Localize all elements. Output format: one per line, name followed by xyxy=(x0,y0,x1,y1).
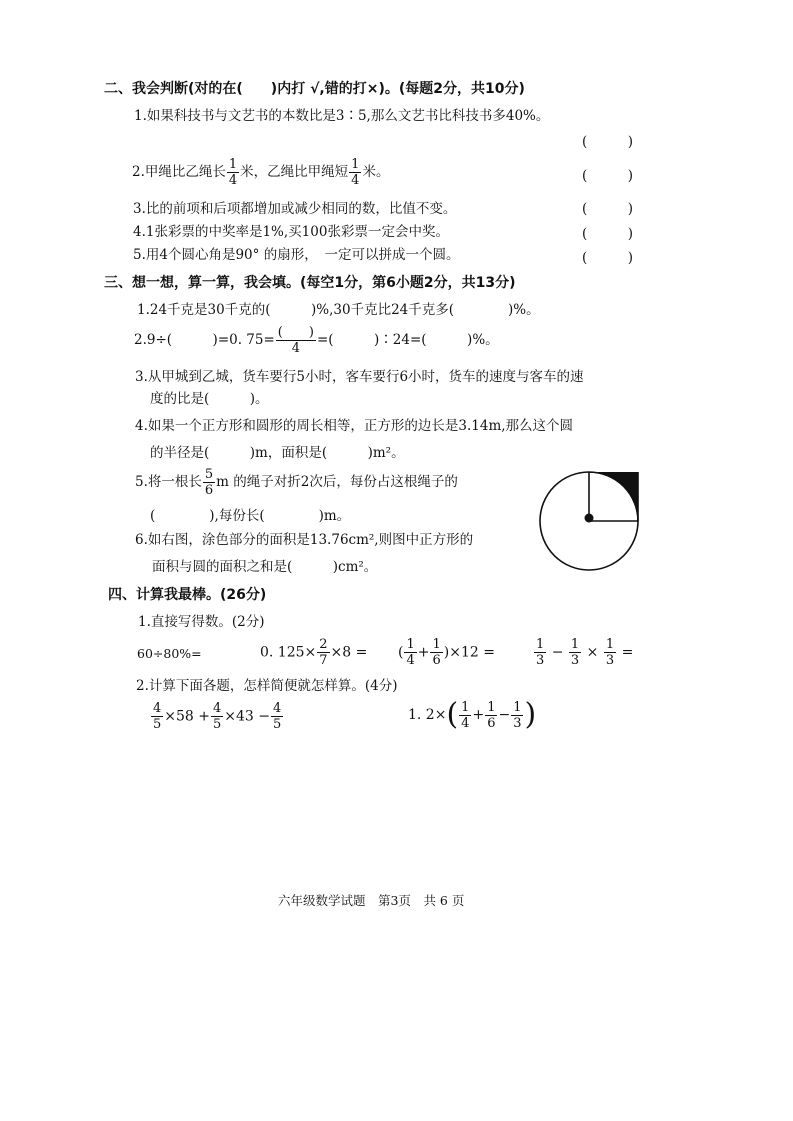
s3-q4-line1: 4.如果一个正方形和圆形的周长相等，正方形的边长是3.14m,那么这个圆 xyxy=(135,418,574,434)
center-dot xyxy=(585,514,594,523)
s2-item-2-mid: 米，乙绳比甲绳短 xyxy=(240,164,349,180)
s3-q6-line1: 6.如右图，涂色部分的面积是13.76cm²,则图中正方形的 xyxy=(135,532,474,548)
expr-3: ( $\frac{1}{4}$ + $\frac{1}{6}$ )×12 = xyxy=(398,637,495,668)
expr-1: 60÷80%= xyxy=(137,646,202,661)
s3-q2-pre: 2.9÷( )=0. 75= xyxy=(134,332,275,348)
fraction-one-quarter-2: $\frac{1}{4}$ xyxy=(351,157,360,188)
s2-item-4: 4.1张彩票的中奖率是1%,买100张彩票一定会中奖。 xyxy=(133,224,449,240)
s3-q3-line1: 3.从甲城到乙城，货车要行5小时，客车要行6小时，货车的速度与客车的速 xyxy=(135,369,584,385)
s2-item-2-pre: 2.甲绳比乙绳长 xyxy=(132,164,226,180)
s3-q2-fraction: $\frac{( )}{4}$ xyxy=(277,325,314,356)
page-footer: 六年级数学试题 第3页 共 6 页 xyxy=(278,893,465,908)
s3-q5 xyxy=(135,468,458,497)
section-2-title: 二、我会判断(对的在( )内打 √,错的打×)。(每题2分，共10分) xyxy=(104,81,525,97)
s3-q2 xyxy=(134,326,499,355)
s2-answer-4[interactable]: ( ) xyxy=(582,226,634,242)
circle-square-figure xyxy=(530,462,648,580)
fraction-one-quarter: $\frac{1}{4}$ xyxy=(228,157,238,188)
s2-item-1: 1.如果科技书与文艺书的本数比是3∶5,那么文艺书比科技书多40%。 xyxy=(134,108,550,124)
s2-answer-3[interactable]: ( ) xyxy=(582,201,634,217)
section-4-title: 四、计算我最棒。(26分) xyxy=(108,587,267,603)
s2-item-2 xyxy=(132,158,389,187)
fraction-five-sixths: $\frac{5}{6}$ xyxy=(204,467,214,498)
s3-q1: 1.24千克是30千克的( )%,30千克比24千克多( )%。 xyxy=(137,302,540,318)
expr-4: $\frac{1}{3}$ − $\frac{1}{3}$ × $\frac{1}{3}$ = xyxy=(536,637,634,668)
s3-q5-pre: 5.将一根长 xyxy=(135,474,202,490)
s3-q2-post: =( )∶24=( )%。 xyxy=(316,332,499,348)
s2-item-2-post: 米。 xyxy=(362,164,390,180)
s4-sub2: 2.计算下面各题，怎样简便就怎样算。(4分) xyxy=(136,678,398,694)
s2-item-3: 3.比的前项和后项都增加或减少相同的数，比值不变。 xyxy=(133,201,457,217)
s3-q5-line2: ( ),每份长( )m。 xyxy=(150,508,351,524)
s2-item-5: 5.用4个圆心角是90° 的扇形， 一定可以拼成一个圆。 xyxy=(133,247,460,263)
calc-2: 1. 2×( $\frac{1}{4}$ + $\frac{1}{6}$ − $\frac{1}{3}$ ) xyxy=(408,697,537,732)
s2-answer-2[interactable]: ( ) xyxy=(582,168,634,184)
s3-q6-line2: 面积与圆的面积之和是( )cm²。 xyxy=(152,559,378,575)
s4-sub1: 1.直接写得数。(2分) xyxy=(138,614,265,630)
s3-q5-post: m 的绳子对折2次后，每份占这根绳子的 xyxy=(216,474,458,490)
expr-2: 0. 125× $\frac{2}{7}$ ×8 = xyxy=(260,637,368,668)
s3-q3-line2: 度的比是( )。 xyxy=(150,391,269,407)
s2-answer-5[interactable]: ( ) xyxy=(582,250,634,266)
section-3-title: 三、想一想，算一算，我会填。(每空1分，第6小题2分，共13分) xyxy=(104,275,516,291)
s2-answer-1[interactable]: ( ) xyxy=(582,134,634,150)
s3-q4-line2: 的半径是( )m，面积是( )m²。 xyxy=(150,445,405,461)
calc-1: $\frac{4}{5}$ ×58 + $\frac{4}{5}$ ×43 − $\frac{4}{5}$ xyxy=(153,701,282,732)
